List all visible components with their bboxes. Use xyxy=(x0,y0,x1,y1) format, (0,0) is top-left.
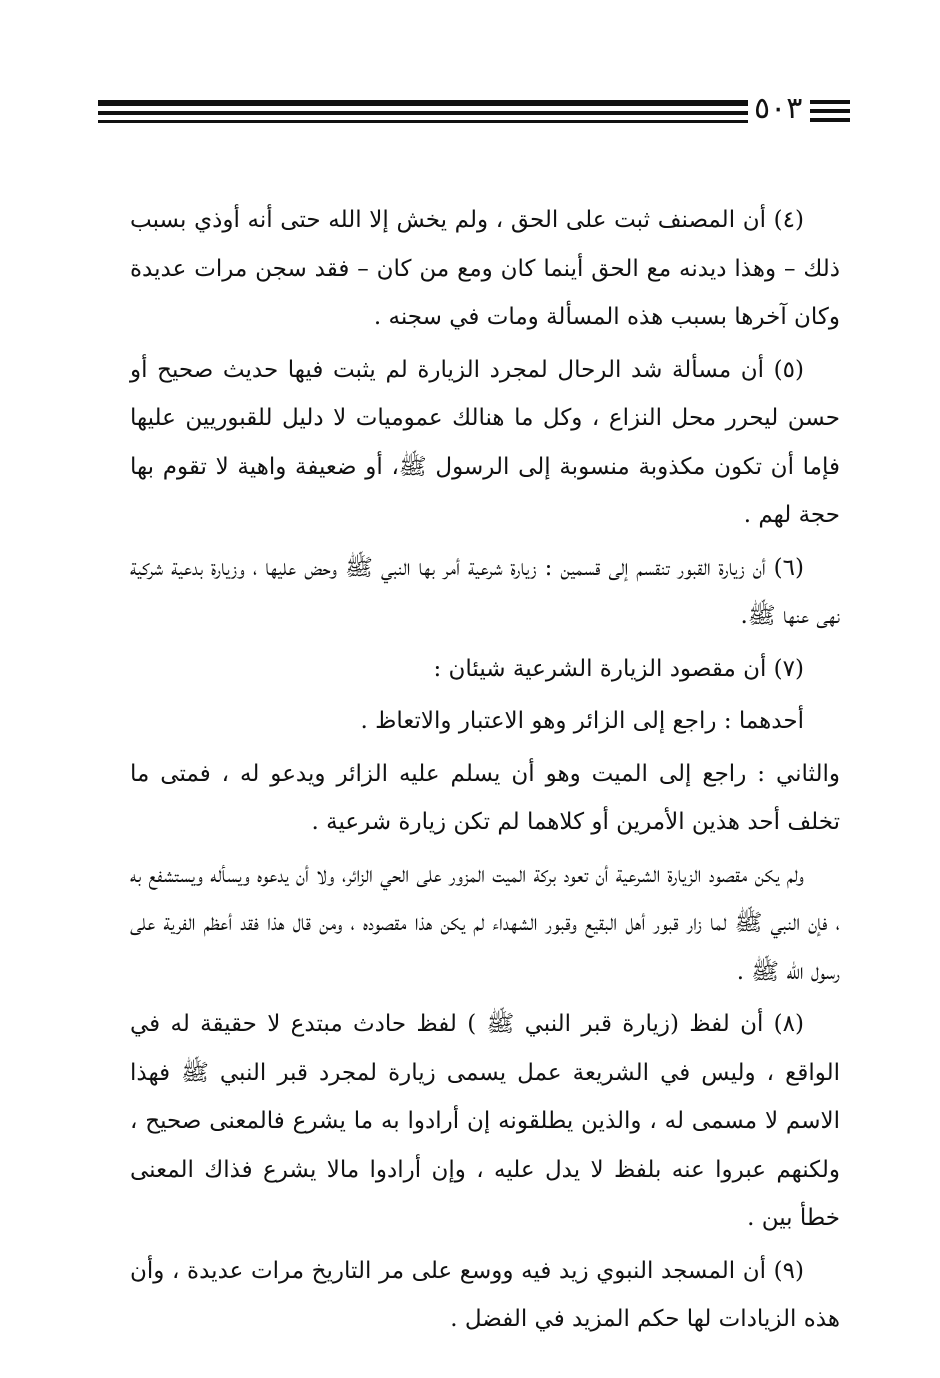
paragraph-4: (٤) أن المصنف ثبت على الحق ، ولم يخش إلا الله حتى أنه أوذي بسبب ذلك – وهذا ديدنه مع الحق أينما كان ومع من كان – فقد سجن مرات عديدة وكان آخرها بسبب هذه المسألة ومات في سجنه . xyxy=(130,207,840,330)
paragraph-note: ولم يكن مقصود الزيارة الشرعية أن تعود بركة الميت المزور على الحي الزائر، ولا أن يدعوه ويسأله ويستشفع به ، فإن النبي ﷺ لما زار قبور أهل البقيع وقبور الشهداء لم يكن هذا مقصوده ، ومن قال هذا فقد أعظم الفرية على رسول الله ﷺ . xyxy=(130,861,840,985)
paragraph-7: (٧) أن مقصود الزيارة الشرعية شيئان : xyxy=(433,655,804,682)
header-ornament xyxy=(810,100,850,127)
paragraph-5: (٥) أن مسألة شد الرحال لمجرد الزيارة لم يثبت فيها حديث صحيح أو حسن ليحرر محل النزاع ، وكل ما هنالك عموميات لا دليل للقبوريين عليها فإما أن تكون مكذوبة منسوبة إلى الرسول ﷺ، أو ضعيفة واهية لا تقوم بها حجة لهم . xyxy=(130,356,840,528)
paragraph-6: (٦) أن زيارة القبور تنقسم إلى قسمين : زيارة شرعية أمر بها النبي ﷺ وحض عليها ، وزيارة بدعية شركية نهى عنها ﷺ. xyxy=(130,554,840,629)
paragraph-9: (٩) أن المسجد النبوي زيد فيه ووسع على مر التاريخ مرات عديدة ، وأن هذه الزيادات لها حكم المزيد في الفضل . xyxy=(130,1257,840,1332)
paragraph-8: (٨) أن لفظ (زيارة قبر النبي ﷺ ) لفظ حادث مبتدع لا حقيقة له في الواقع ، وليس في الشريعة عمل يسمى زيارة لمجرد قبر النبي ﷺ فهذا الاسم لا مسمى له ، والذين يطلقونه إن أرادوا به ما يشرع فالمعنى صحيح ، ولكنهم عبروا عنه بلفظ لا يدل عليه ، وإن أرادوا مالا يشرع فذاك المعنى خطأ بين . xyxy=(130,1011,840,1231)
page-header xyxy=(98,91,838,130)
paragraph-first-item: أحدهما : راجع إلى الزائر وهو الاعتبار والاتعاظ . xyxy=(360,708,804,734)
header-rule-lines xyxy=(98,100,748,128)
page-number: ٥٠٣ xyxy=(754,91,803,126)
body-text xyxy=(130,196,840,1344)
paragraph-second-item: والثاني : راجع إلى الميت وهو أن يسلم عليه الزائر ويدعو له ، فمتى ما تخلف أحد هذين الأمرين أو كلاهما لم تكن زيارة شرعية . xyxy=(130,760,840,835)
